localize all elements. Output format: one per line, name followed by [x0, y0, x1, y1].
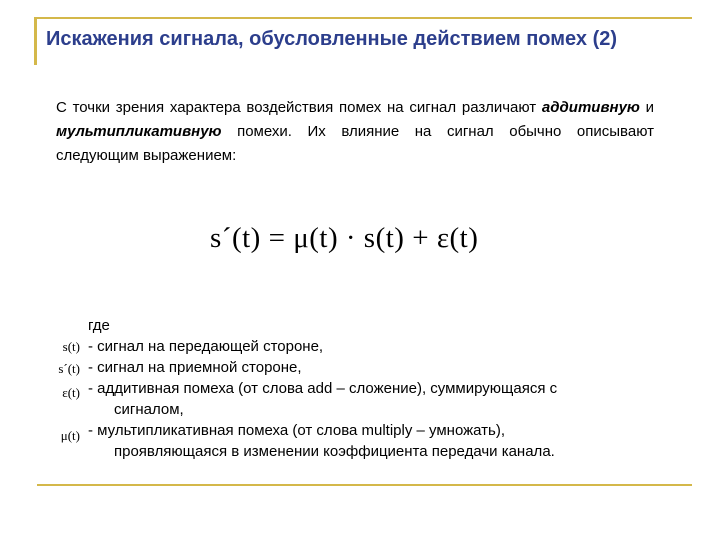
- legend-item-sent: - сигнал на передающей стороне,: [88, 338, 324, 355]
- formula-add-noise: ε(t): [436, 222, 479, 254]
- formula-mult-noise: μ(t): [293, 222, 339, 254]
- intro-text-1: С точки зрения характера воздействия помех на сигнал различают: [56, 99, 542, 116]
- legend-definitions: [88, 315, 668, 462]
- term-additive: аддитивную: [541, 99, 640, 116]
- legend-symbol-sent: s(t): [62, 339, 80, 354]
- formula-plus: +: [404, 222, 437, 254]
- formula-dot: ·: [338, 222, 364, 254]
- legend-item-additive: - аддитивная помеха (от слова add – сложение), суммирующаяся с: [88, 380, 558, 397]
- legend-symbol-received: s´(t): [58, 361, 80, 376]
- formula-equals: =: [260, 222, 294, 254]
- legend-item-multiplicative-cont: проявляющаяся в изменении коэффициента передачи канала.: [114, 443, 555, 460]
- legend-symbol-multiplicative: μ(t): [60, 428, 80, 443]
- legend-item-multiplicative: - мультипликативная помеха (от слова multiply – умножать),: [88, 422, 506, 439]
- legend-item-additive-cont: сигналом,: [114, 401, 184, 418]
- top-divider: [37, 17, 692, 19]
- term-multiplicative: мультипликативную: [56, 123, 222, 140]
- formula-sent-signal: s(t): [363, 222, 405, 254]
- legend-where: где: [88, 317, 110, 334]
- legend-item-received: - сигнал на приемной стороне,: [88, 359, 302, 376]
- slide-title: Искажения сигнала, обусловленные действием помех (2): [46, 28, 618, 50]
- bottom-divider: [37, 484, 692, 486]
- title-accent-bar: [34, 17, 37, 65]
- intro-paragraph: [56, 96, 654, 168]
- intro-text-2: помехи. Их влияние на сигнал обычно описывают следующим выражением:: [56, 123, 654, 164]
- distortion-formula: [210, 222, 478, 255]
- intro-and: и: [639, 99, 655, 116]
- formula-received-signal: s´(t): [210, 222, 261, 254]
- legend-symbol-additive: ε(t): [62, 385, 80, 400]
